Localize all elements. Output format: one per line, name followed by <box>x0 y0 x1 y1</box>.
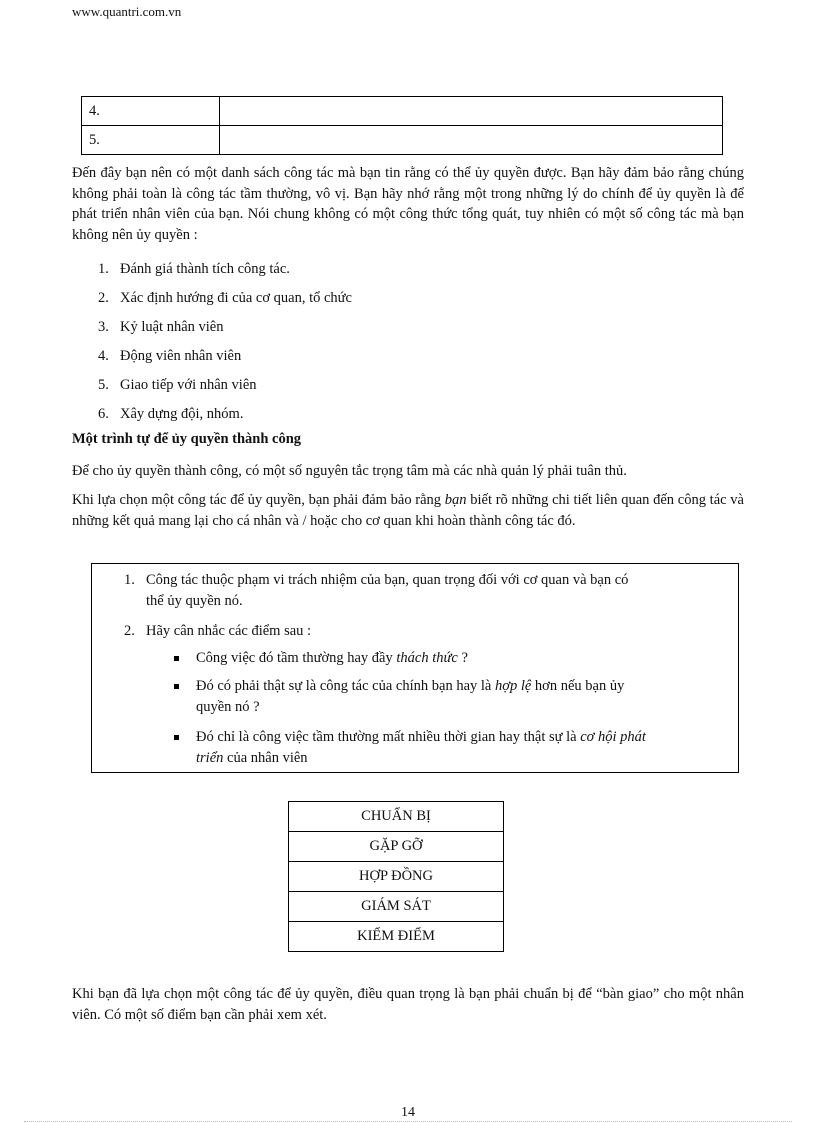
list-item <box>98 317 224 337</box>
bullet-text <box>196 648 468 669</box>
list-number: 1. <box>98 261 109 277</box>
list-item <box>98 375 257 395</box>
table-cell-number: 4. <box>82 97 220 126</box>
list-item <box>98 404 243 424</box>
bullet-icon <box>174 735 179 740</box>
paragraph-principles: Để cho ủy quyền thành công, có một số nguyên tắc trọng tâm mà các nhà quản lý phải tuân thủ. <box>72 463 627 479</box>
box-item-text: thể ủy quyền nó. <box>146 593 243 609</box>
box-item-number: 1. <box>124 572 135 588</box>
table-row <box>82 126 723 155</box>
list-item <box>98 259 290 279</box>
bullet-part: hơn nếu bạn ủy <box>531 678 625 694</box>
bullet-part: Đó chỉ là công việc tầm thường mất nhiều thời gian hay thật sự là <box>196 729 581 745</box>
step-cell: GIÁM SÁT <box>289 892 504 922</box>
paragraph-text: Khi lựa chọn một công tác để ủy quyền, bạn phải đảm bảo rằng <box>72 492 445 508</box>
box-item-number: 2. <box>124 623 135 639</box>
table-cell-number: 5. <box>82 126 220 155</box>
list-text: Xác định hướng đi của cơ quan, tổ chức <box>120 290 352 306</box>
box-item-text: Công tác thuộc phạm vi trách nhiệm của bạn, quan trọng đối với cơ quan và bạn có <box>146 572 629 588</box>
step-row <box>289 862 504 892</box>
paragraph-intro: Đến đây bạn nên có một danh sách công tác mà bạn tin rằng có thể ủy quyền được. Bạn hãy đảm bảo rằng chúng không phải toàn là công tác tầm thường, vô vị. Bạn hãy nhớ rằng một trong những lý do chính để ủy quyền là để phát triển nhân viên của bạn. Nói chung không có một công thức tổng quát, tuy nhiên có một số công tác mà bạn không nên ủy quyền : <box>72 165 744 243</box>
list-number: 3. <box>98 319 109 335</box>
table-cell-empty <box>220 126 723 155</box>
list-number: 2. <box>98 290 109 306</box>
delegation-steps-table <box>288 801 504 952</box>
step-cell: KIỂM ĐIỂM <box>289 922 504 952</box>
bullet-part: Đó có phải thật sự là công tác của chính bạn hay là <box>196 678 495 694</box>
box-item-text: Hãy cân nhắc các điểm sau : <box>146 623 312 639</box>
section-heading: Một trình tự để ủy quyền thành công <box>72 431 302 447</box>
paragraph-italic: bạn <box>444 492 467 508</box>
paragraph-selection <box>72 490 744 531</box>
step-cell: HỢP ĐỒNG <box>289 862 504 892</box>
list-text: Giao tiếp với nhân viên <box>120 377 257 393</box>
list-number: 5. <box>98 377 109 393</box>
step-cell: GẶP GỠ <box>289 832 504 862</box>
list-text: Động viên nhân viên <box>120 348 242 364</box>
paragraph-handover: Khi bạn đã lựa chọn một công tác để ủy quyền, điều quan trọng là bạn phải chuẩn bị để “bàn giao” cho một nhân viên. Có một số điểm bạn cần phải xem xét. <box>72 986 744 1023</box>
bullet-part: ? <box>457 650 468 666</box>
page-number: 14 <box>401 1105 415 1120</box>
criteria-box <box>91 563 739 773</box>
header-url: www.quantri.com.vn <box>72 4 182 19</box>
paragraph-text: biết rõ những chi tiết liên quan đến công tác và những kết quả mang lại cho cá nhân và / hoặc cho cơ quan khi hoàn thành công tác đó. <box>72 492 744 529</box>
bullet-text <box>196 727 646 748</box>
bullet-italic: thách thức <box>396 650 458 666</box>
bullet-text: quyền nó ? <box>196 699 260 715</box>
step-row <box>289 832 504 862</box>
list-text: Đánh giá thành tích công tác. <box>120 261 290 277</box>
list-text: Xây dựng đội, nhóm. <box>120 406 244 422</box>
bullet-part: Công việc đó tầm thường hay đầy <box>196 650 397 666</box>
list-text: Kỷ luật nhân viên <box>120 319 224 335</box>
list-number: 6. <box>98 406 109 422</box>
bullet-text <box>196 748 308 769</box>
bullet-italic: cơ hội phát <box>580 729 646 745</box>
step-row <box>289 802 504 832</box>
bullet-italic: triển <box>196 750 224 766</box>
bullet-part: của nhân viên <box>223 750 308 766</box>
step-row <box>289 892 504 922</box>
table-row <box>82 97 723 126</box>
table-cell-empty <box>220 97 723 126</box>
step-cell: CHUẨN BỊ <box>289 802 504 832</box>
bullet-italic: hợp lệ <box>494 678 532 694</box>
footer-divider <box>24 1121 792 1122</box>
list-item <box>98 346 241 366</box>
bullet-text <box>196 676 624 697</box>
list-item <box>98 288 352 308</box>
numbered-table <box>81 96 723 155</box>
step-row <box>289 922 504 952</box>
list-number: 4. <box>98 348 109 364</box>
bullet-icon <box>174 684 179 689</box>
bullet-icon <box>174 656 179 661</box>
